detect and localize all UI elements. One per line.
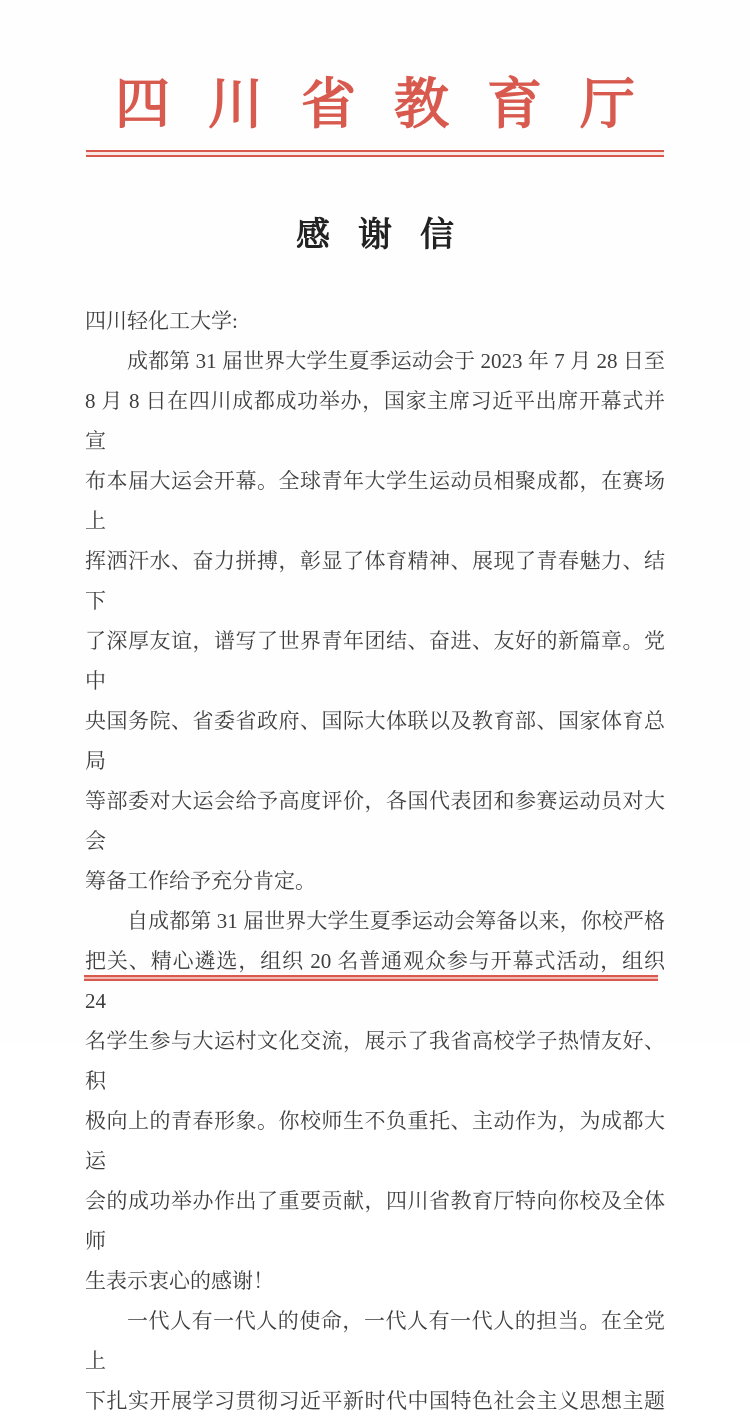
letter-line: 下扎实开展学习贯彻习近平新时代中国特色社会主义思想主题 bbox=[85, 1389, 665, 1413]
letter-line: 一代人有一代人的使命，一代人有一代人的担当。在全党上 bbox=[85, 1309, 665, 1373]
letter-title: 感谢信 bbox=[296, 217, 482, 254]
letter-line: 把关、精心遴选，组织 20 名普通观众参与开幕式活动，组织 24 bbox=[85, 949, 665, 1013]
letter-line: 等部委对大运会给予高度评价，各国代表团和参赛运动员对大会 bbox=[85, 789, 665, 853]
agency-name: 四川省教育厅 bbox=[114, 74, 673, 135]
letter-line: 四川轻化工大学: bbox=[85, 309, 238, 333]
footer-rule bbox=[84, 975, 658, 981]
letter-line: 8 月 8 日在四川成都成功举办，国家主席习近平出席开幕式并宣 bbox=[85, 389, 665, 453]
letter-line: 成都第 31 届世界大学生夏季运动会于 2023 年 7 月 28 日至 bbox=[127, 349, 665, 373]
letter-line: 名学生参与大运村文化交流，展示了我省高校学子热情友好、积 bbox=[85, 1029, 665, 1093]
letterhead-double-rule bbox=[86, 150, 664, 157]
letter-line: 挥洒汗水、奋力拼搏，彰显了体育精神、展现了青春魅力、结下 bbox=[85, 549, 665, 613]
letter-line: 布本届大运会开幕。全球青年大学生运动员相聚成都，在赛场上 bbox=[85, 469, 665, 533]
letter-line: 央国务院、省委省政府、国际大体联以及教育部、国家体育总局 bbox=[85, 709, 665, 773]
letter-line: 生表示衷心的感谢！ bbox=[85, 1269, 274, 1293]
letter-line: 自成都第 31 届世界大学生夏季运动会筹备以来，你校严格 bbox=[127, 909, 665, 933]
letter-line: 了深厚友谊，谱写了世界青年团结、奋进、友好的新篇章。党中 bbox=[85, 629, 665, 693]
letter-body bbox=[85, 301, 665, 1421]
letter-line: 筹备工作给予充分肯定。 bbox=[85, 869, 316, 893]
letter-line: 会的成功举办作出了重要贡献，四川省教育厅特向你校及全体师 bbox=[85, 1189, 665, 1253]
letter-line: 极向上的青春形象。你校师生不负重托、主动作为，为成都大运 bbox=[85, 1109, 665, 1173]
